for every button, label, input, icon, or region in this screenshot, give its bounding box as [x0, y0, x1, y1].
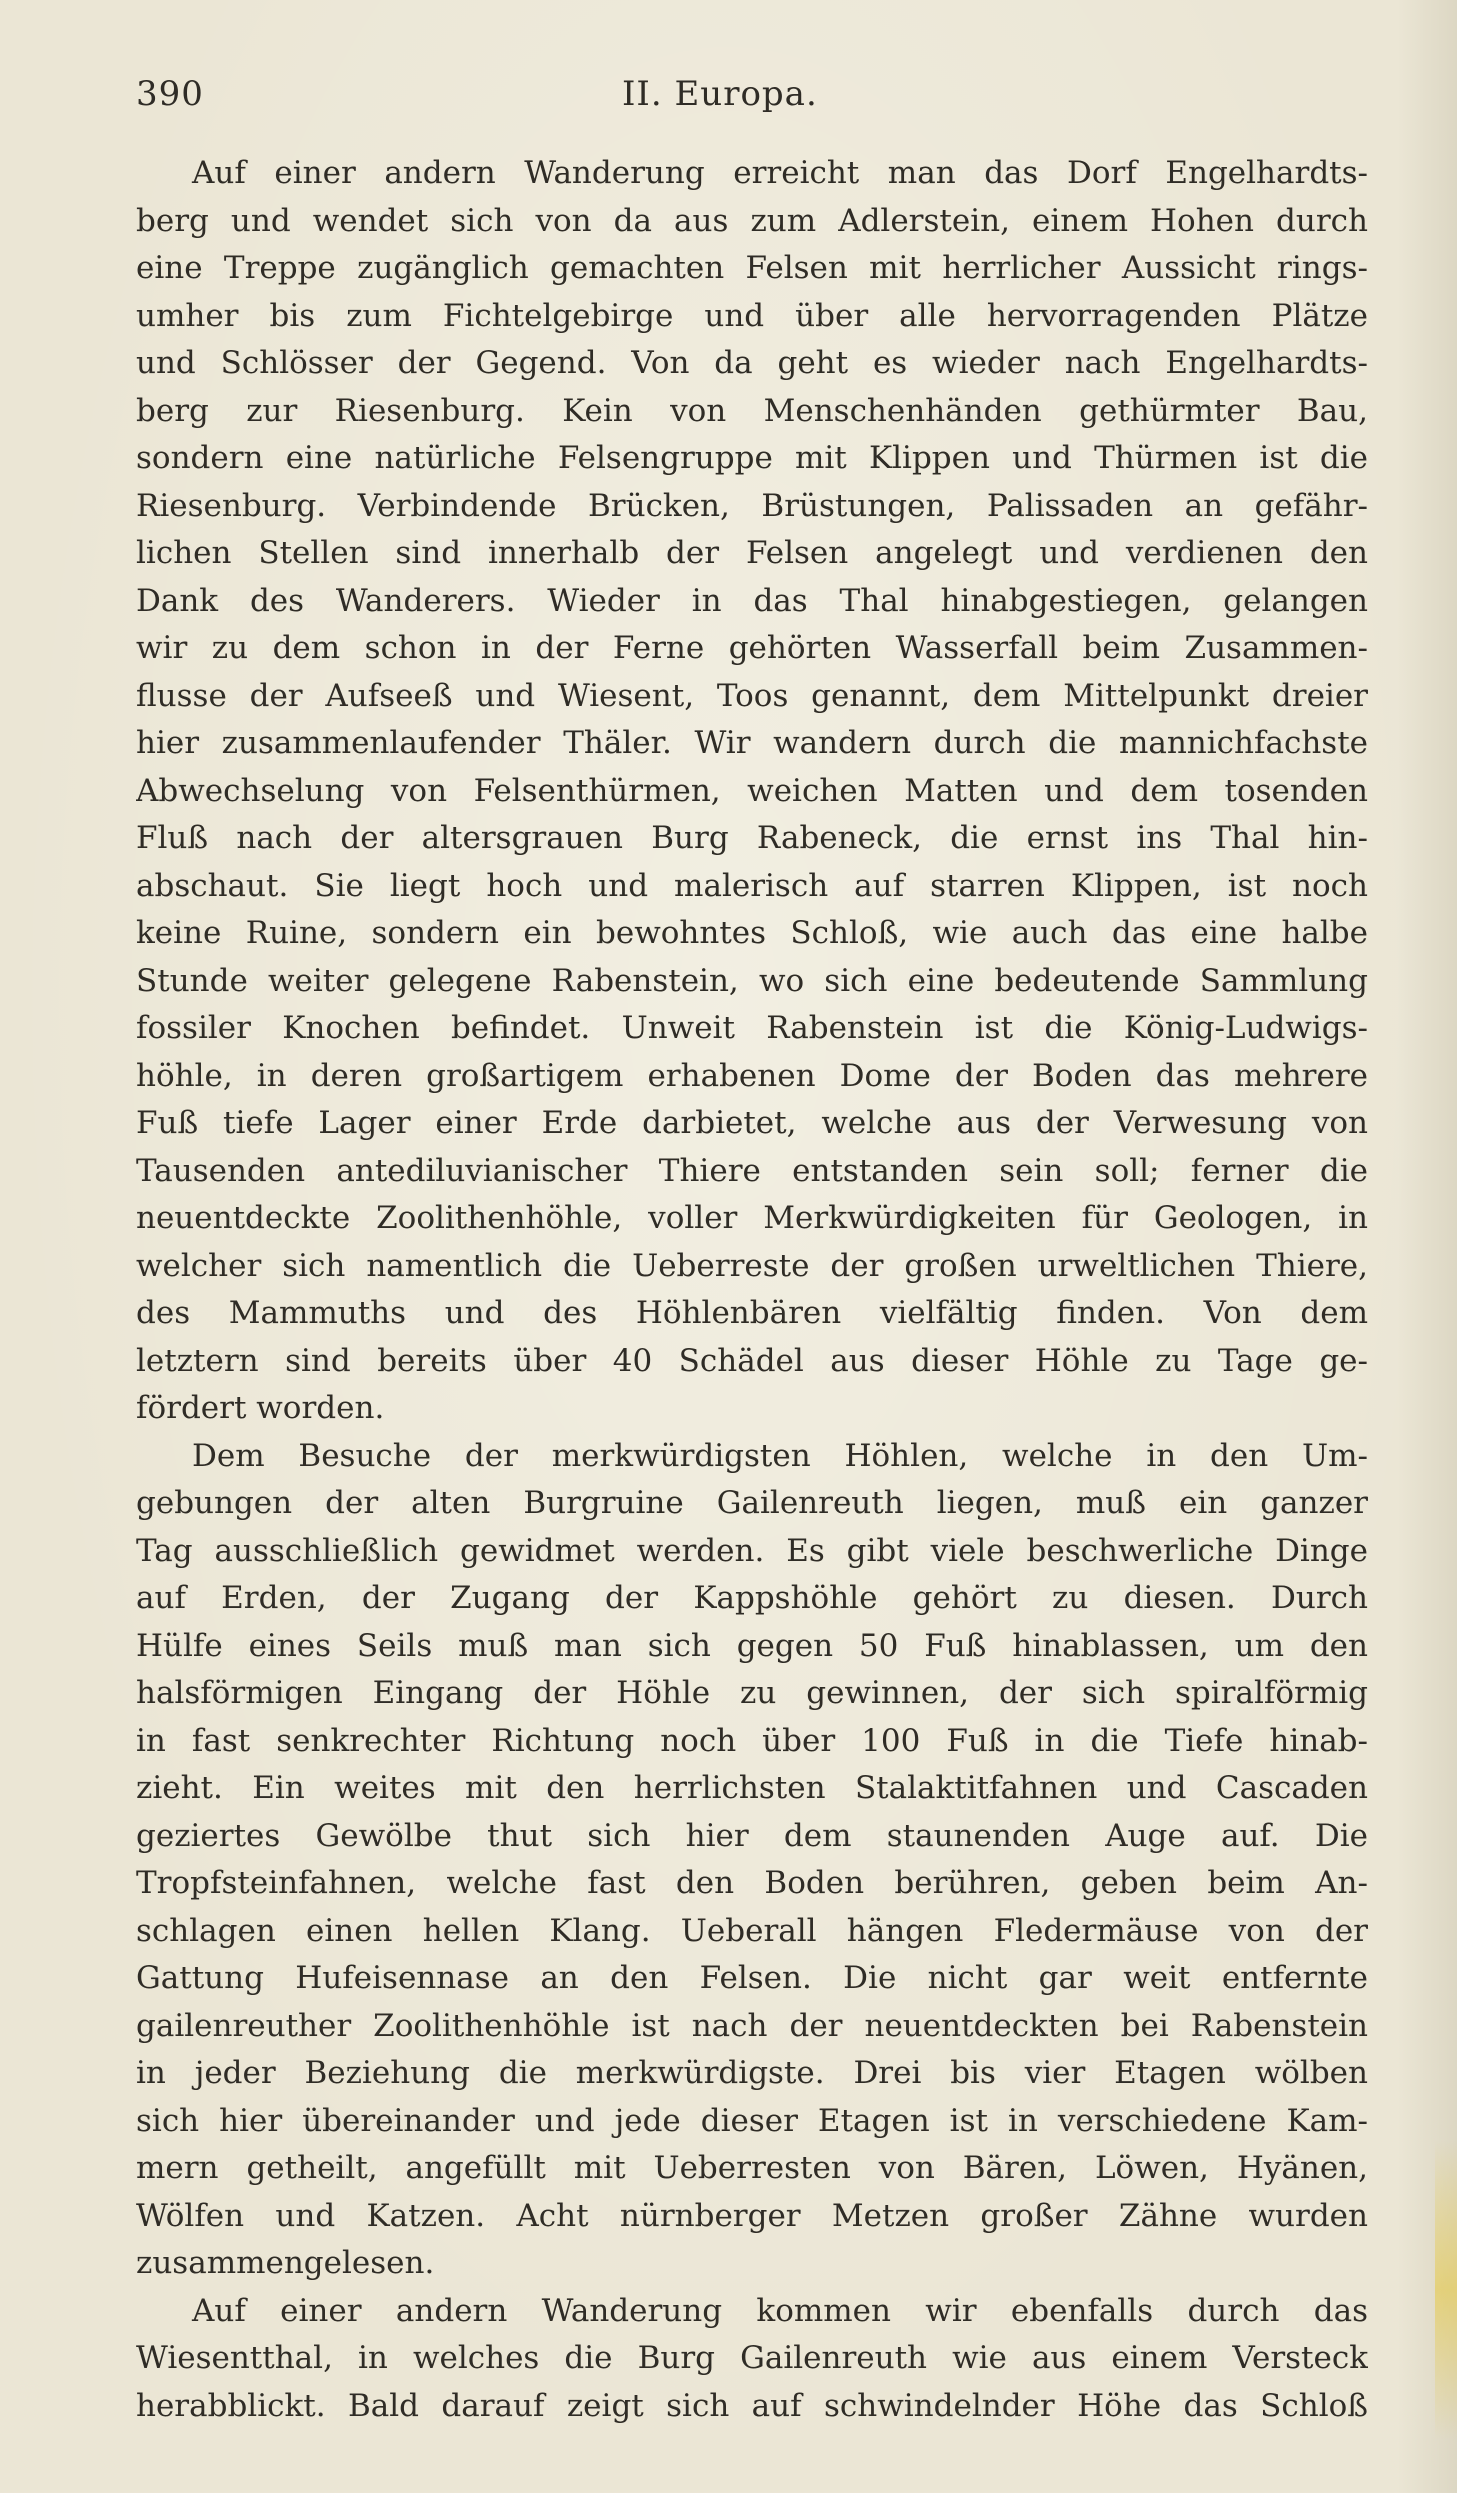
- text-line: in fast senkrechter Richtung noch über 100 Fuß in die Tiefe hinab-: [136, 1722, 1368, 1759]
- text-line: und Schlösser der Gegend. Von da geht es wieder nach Engelhardts-: [136, 345, 1368, 381]
- text-line: eine Treppe zugänglich gemachten Felsen mit herrlicher Aussicht rings-: [136, 250, 1368, 286]
- text-line: Hülfe eines Seils muß man sich gegen 50 Fuß hinablassen, um den: [136, 1627, 1368, 1664]
- text-line: Gattung Hufeisennase an den Felsen. Die nicht gar weit entfernte: [136, 1960, 1368, 1996]
- text-line: fossiler Knochen befindet. Unweit Rabenstein ist die König-Ludwigs-: [136, 1010, 1368, 1046]
- text-line: Tag ausschließlich gewidmet werden. Es gibt viele beschwerliche Dinge: [136, 1532, 1368, 1569]
- text-line: mern getheilt, angefüllt mit Ueberresten von Bären, Löwen, Hyänen,: [136, 2150, 1368, 2186]
- text-line: Fuß tiefe Lager einer Erde darbietet, welche aus der Verwesung von: [136, 1105, 1368, 1141]
- text-line: welcher sich namentlich die Ueberreste der großen urweltlichen Thiere,: [136, 1247, 1368, 1284]
- text-line: schlagen einen hellen Klang. Ueberall hängen Fledermäuse von der: [136, 1912, 1368, 1949]
- text-line: letztern sind bereits über 40 Schädel aus dieser Höhle zu Tage ge-: [136, 1342, 1368, 1379]
- text-line: halsförmigen Eingang der Höhle zu gewinnen, der sich spiralförmig: [136, 1675, 1368, 1711]
- text-line: abschaut. Sie liegt hoch und malerisch auf starren Klippen, ist noch: [136, 867, 1368, 904]
- text-line: sondern eine natürliche Felsengruppe mit Klippen und Thürmen ist die: [136, 440, 1368, 476]
- text-line: Tropfsteinfahnen, welche fast den Boden berühren, geben beim An-: [136, 1865, 1368, 1901]
- text-line: Auf einer andern Wanderung erreicht man das Dorf Engelhardts-: [192, 155, 1368, 191]
- text-line: fördert worden.: [136, 1390, 385, 1426]
- paper-stain: [1435, 2140, 1457, 2440]
- text-line: Wiesentthal, in welches die Burg Gailenreuth wie aus einem Versteck: [136, 2340, 1368, 2376]
- page-number: 390: [136, 74, 204, 114]
- text-line: hier zusammenlaufender Thäler. Wir wandern durch die mannichfachste: [136, 725, 1368, 761]
- text-line: gebungen der alten Burgruine Gailenreuth liegen, muß ein ganzer: [136, 1485, 1368, 1521]
- page-edge-shadow: [1397, 0, 1457, 2493]
- text-line: berg und wendet sich von da aus zum Adlerstein, einem Hohen durch: [136, 202, 1368, 239]
- text-line: Dank des Wanderers. Wieder in das Thal hinabgestiegen, gelangen: [136, 582, 1368, 619]
- text-line: gailenreuther Zoolithenhöhle ist nach der neuentdeckten bei Rabenstein: [136, 2007, 1368, 2044]
- text-line: Riesenburg. Verbindende Brücken, Brüstungen, Palissaden an gefähr-: [136, 487, 1368, 524]
- text-line: flusse der Aufseeß und Wiesent, Toos genannt, dem Mittelpunkt dreier: [136, 677, 1368, 714]
- text-line: Auf einer andern Wanderung kommen wir ebenfalls durch das: [192, 2292, 1368, 2329]
- text-line: berg zur Riesenburg. Kein von Menschenhänden gethürmter Bau,: [136, 392, 1368, 429]
- text-line: des Mammuths und des Höhlenbären vielfältig finden. Von dem: [136, 1295, 1368, 1331]
- text-line: wir zu dem schon in der Ferne gehörten Wasserfall beim Zusammen-: [136, 630, 1368, 666]
- text-line: Tausenden antediluvianischer Thiere entstanden sein soll; ferner die: [136, 1152, 1368, 1189]
- body-text: [136, 150, 1368, 2430]
- text-line: zieht. Ein weites mit den herrlichsten Stalaktitfahnen und Cascaden: [136, 1770, 1368, 1806]
- page-header: [136, 74, 1366, 124]
- running-head: II. Europa.: [622, 74, 818, 114]
- text-line: Fluß nach der altersgrauen Burg Rabeneck, die ernst ins Thal hin-: [136, 820, 1368, 856]
- text-line: herabblickt. Bald darauf zeigt sich auf schwindelnder Höhe das Schloß: [136, 2387, 1368, 2424]
- text-line: Dem Besuche der merkwürdigsten Höhlen, welche in den Um-: [192, 1437, 1368, 1474]
- text-line: Wölfen und Katzen. Acht nürnberger Metzen großer Zähne wurden: [136, 2197, 1368, 2234]
- text-line: sich hier übereinander und jede dieser Etagen ist in verschiedene Kam-: [136, 2102, 1368, 2139]
- text-line: neuentdeckte Zoolithenhöhle, voller Merkwürdigkeiten für Geologen, in: [136, 1200, 1368, 1236]
- text-line: geziertes Gewölbe thut sich hier dem staunenden Auge auf. Die: [136, 1817, 1368, 1854]
- text-line: lichen Stellen sind innerhalb der Felsen angelegt und verdienen den: [136, 535, 1368, 571]
- text-line: umher bis zum Fichtelgebirge und über alle hervorragenden Plätze: [136, 297, 1368, 334]
- text-line: auf Erden, der Zugang der Kappshöhle gehört zu diesen. Durch: [136, 1580, 1368, 1616]
- text-line: Abwechselung von Felsenthürmen, weichen Matten und dem tosenden: [136, 772, 1368, 809]
- text-line: in jeder Beziehung die merkwürdigste. Drei bis vier Etagen wölben: [136, 2055, 1368, 2091]
- text-line: höhle, in deren großartigem erhabenen Dome der Boden das mehrere: [136, 1057, 1368, 1094]
- text-line: zusammengelesen.: [136, 2245, 435, 2281]
- text-line: Stunde weiter gelegene Rabenstein, wo sich eine bedeutende Sammlung: [136, 962, 1368, 999]
- text-line: keine Ruine, sondern ein bewohntes Schloß, wie auch das eine halbe: [136, 915, 1368, 951]
